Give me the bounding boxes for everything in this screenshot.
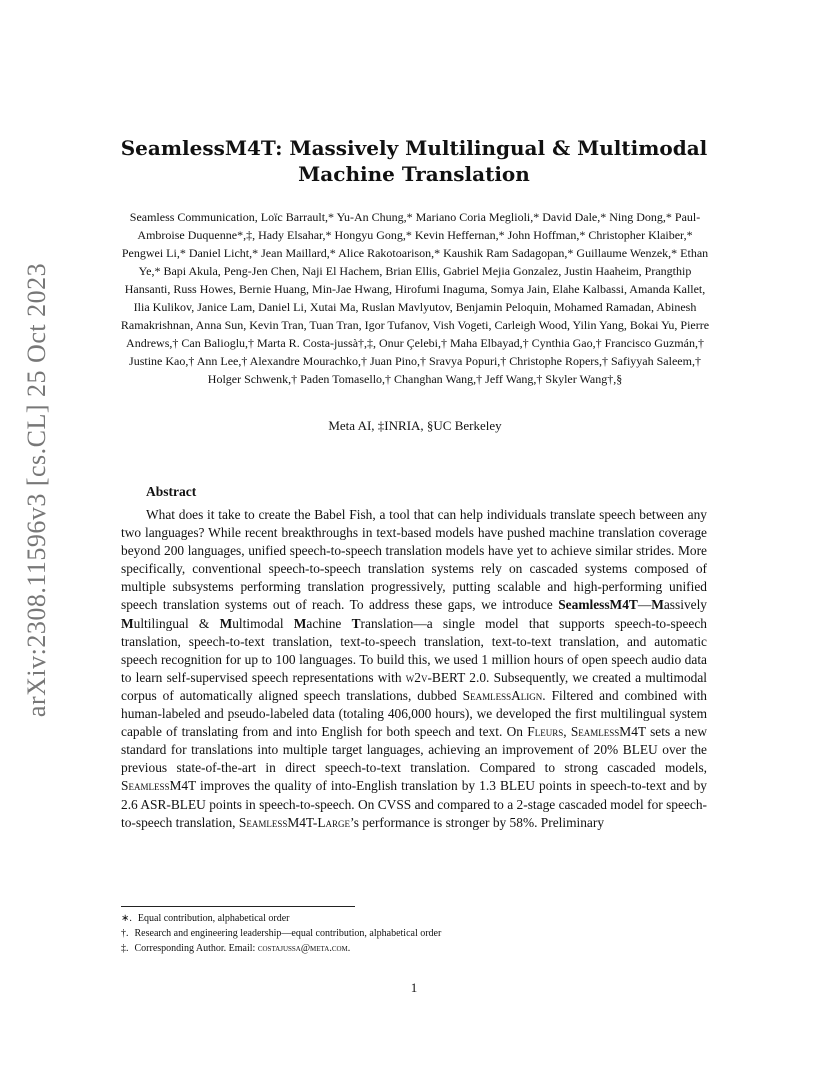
paper-title: SeamlessM4T: Massively Multilingual & Multimodal Machine Translation [120,136,708,186]
abstract-run: M4T- [287,814,318,830]
acronym-letter: M [293,615,307,631]
footnote-item [121,911,711,926]
model-name-bold: SeamlessM4T [558,597,638,613]
small-caps-term: Fleurs [527,724,564,740]
small-caps-term: Seamless [570,724,620,740]
arxiv-identifier-stamp [20,262,54,718]
footnote-divider [121,906,355,907]
small-caps-term: Seamless [238,814,288,830]
author-list: Seamless Communication, Loïc Barrault,* Yu-An Chung,* Mariano Coria Meglioli,* David Dale,* Ning Dong,* Paul-Ambroise Duquenne*,‡, Hady Elsahar,* Hongyu Gong,* Kevin Heffernan,* John Hoffman,* Christopher Klaiber,* Pengwei Li,* Daniel Licht,* Jean Maillard,* Alice Rakotoarison,* Kaushik Ram Sadagopan,* Guillaume Wenzek,* Ethan Ye,* Bapi Akula, Peng-Jen Chen, Naji El Hachem, Brian Ellis, Gabriel Mejia Gonzalez, Justin Haaheim, Prangthip Hansanti, Russ Howes, Bernie Huang, Min-Jae Hwang, Hirofumi Inaguma, Somya Jain, Elahe Kalbassi, Amanda Kallet, Ilia Kulikov, Janice Lam, Daniel Li, Xutai Ma, Ruslan Mavlyutov, Benjamin Peloquin, Mohamed Ramadan, Abinesh Ramakrishnan, Anna Sun, Kevin Tran, Tuan Tran, Igor Tufanov, Vish Vogeti, Carleigh Wood, Yilin Yang, Bokai Yu, Pierre Andrews,† Can Balioglu,† Marta R. Costa-jussà†,‡, Onur Çelebi,† Maha Elbayad,† Cynthia Gao,† Francisco Guzmán,† Justine Kao,† Ann Lee,† Alexandre Mourachko,† Juan Pino,† Sravya Popuri,† Christophe Ropers,† Safiyyah Saleem,† Holger Schwenk,† Paden Tomasello,† Changhan Wang,† Jeff Wang,† Skyler Wang†,§ [120,210,710,386]
page-number: 1 [410,980,418,995]
acronym-letter: M [219,615,233,631]
footnote-mark: †. [121,928,129,939]
abstract-run: — [637,597,652,613]
abstract-run: . Filtered and combined with human-labeled and pseudo-labeled data (totaling 406,000 hours), we developed the first multilingual system capable of translating from and into English for both speech and text. On [121,687,707,740]
email-link[interactable]: costajussa@meta.com. [257,943,351,954]
small-caps-term: w2v [405,669,428,685]
arxiv-identifier: arXiv:2308.11596v3 [cs.CL] 25 Oct 2023 [22,262,52,718]
footnote-mark: ‡. [121,943,129,954]
abstract-run: ultimodal [232,615,294,631]
affiliations: Meta AI, ‡INRIA, §UC Berkeley [328,418,502,433]
abstract-run: M4T improves the quality of into-English translation by 1.3 BLEU points in speech-to-text and by 2.6 ASR-BLEU points in speech-to-speech. On CVSS and compared to a 2-stage cascaded model for speech-to-speech translation, [121,778,707,830]
footnote-item [121,926,711,941]
acronym-letter: T [351,615,361,631]
acronym-letter: M [121,615,134,631]
small-caps-term: Large [317,814,351,830]
abstract-run: -BERT 2.0. Subsequently, we created a multimodal corpus of automatically aligned speech translations, dubbed [121,669,707,703]
abstract-run: ultilingual & [133,615,220,631]
footnote-text: Research and engineering leadership—equal contribution, alphabetical order [134,928,442,939]
abstract-run: ’s performance is stronger by 58%. Preliminary [350,814,605,830]
abstract-run: ranslation [360,615,414,631]
abstract-run: —a single model that supports speech-to-speech translation, speech-to-text translation, text-to-speech translation, text-to-text translation, and automatic speech recognition for up to 100 languages. To build this, we used 1 million hours of open speech audio data to learn self-supervised speech representations with [121,615,707,685]
abstract-run: What does it take to create the Babel Fish, a tool that can help individuals translate speech between any two languages? While recent breakthroughs in text-based models have pushed machine translation coverage beyond 200 languages, unified speech-to-speech translation models have yet to achieve similar strides. More specifically, conventional speech-to-speech translation systems rely on cascaded systems composed of multiple subsystems performing translation progressively, putting scalable and high-performing unified speech translation systems out of reach. To address these gaps, we introduce [121,507,707,613]
abstract-heading: Abstract [146,484,197,499]
abstract-run: M4T sets a new standard for translations into multiple target languages, achieving an improvement of 20% BLEU over the previous state-of-the-art in direct speech-to-text translation. Compared to strong cascaded models, [121,724,707,776]
footnote-item [121,941,711,956]
footnotes [121,911,711,956]
abstract-run: , [563,724,571,740]
footnote-mark: ∗. [121,913,132,924]
abstract-run: assively [663,597,707,613]
small-caps-term: SeamlessAlign [462,687,543,703]
footnote-text: Equal contribution, alphabetical order [137,913,290,924]
abstract-run: achine [306,615,352,631]
acronym-letter: M [651,597,664,613]
abstract-text [121,506,707,832]
footnote-text: Corresponding Author. Email: [134,943,258,954]
small-caps-term: Seamless [121,778,170,794]
